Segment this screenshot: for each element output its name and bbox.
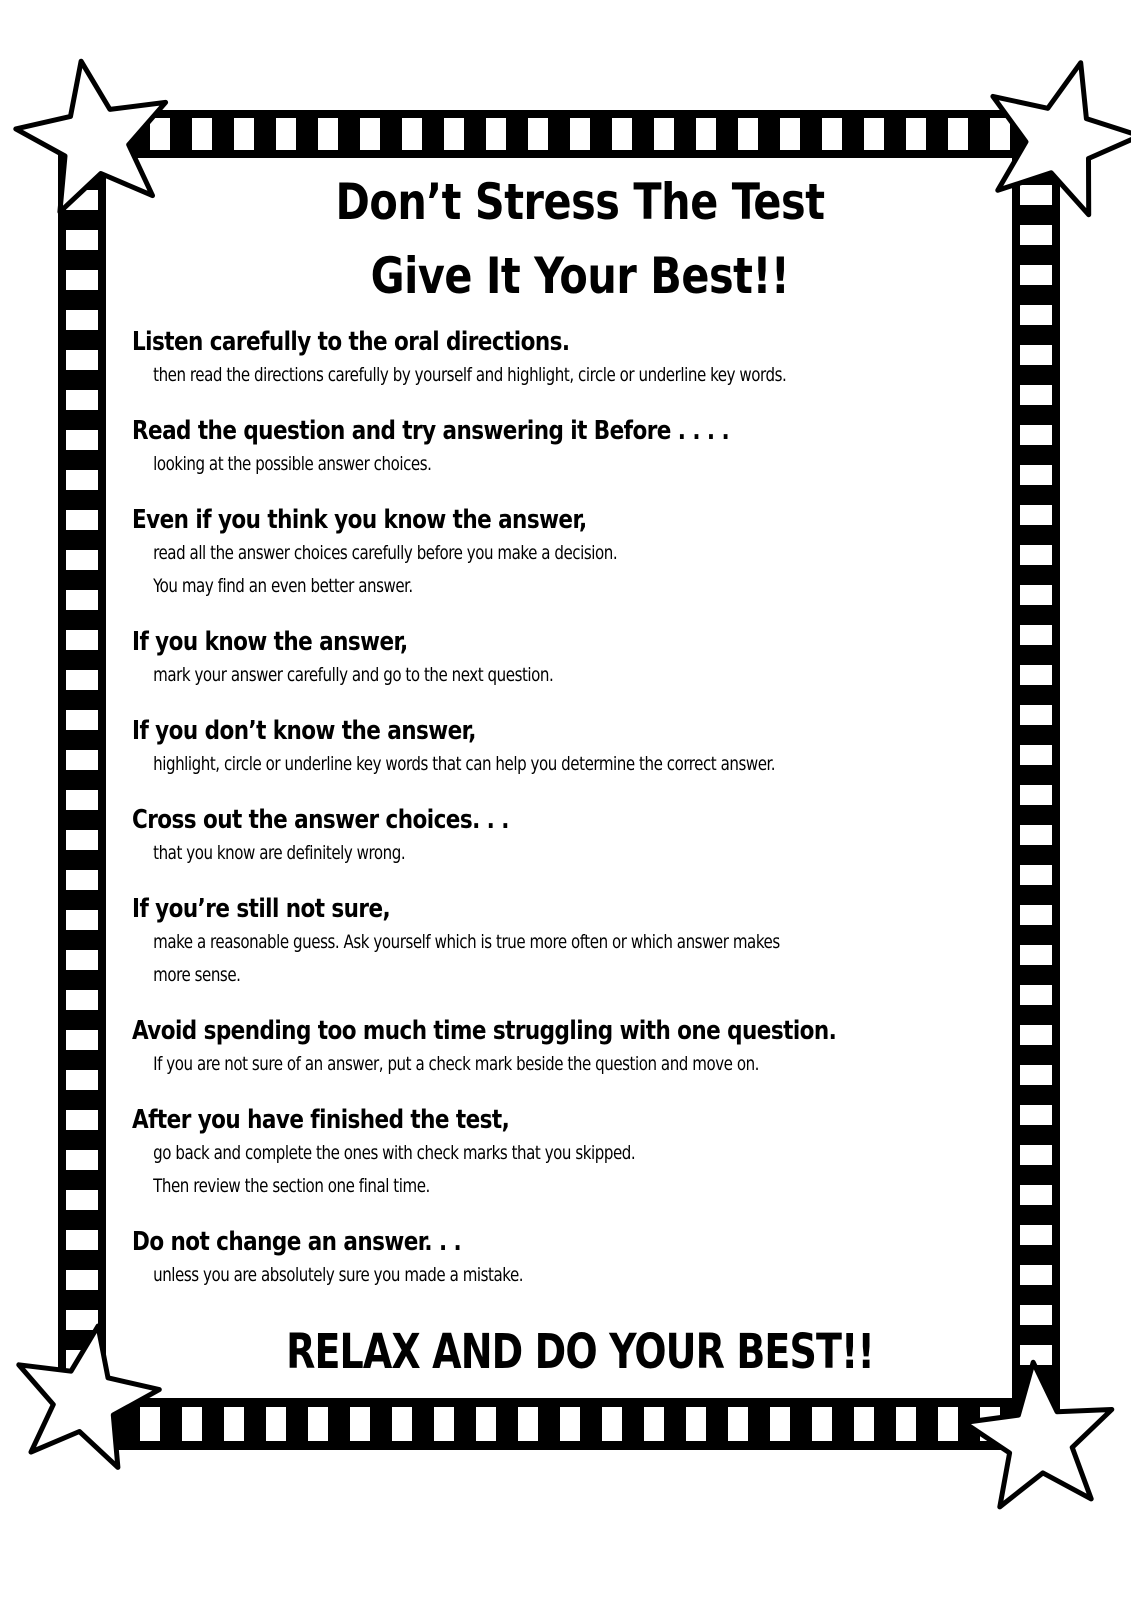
tip-item [120, 892, 1040, 992]
border-block [66, 1310, 98, 1330]
tip-detail: that you know are definitely wrong. [153, 842, 406, 864]
border-block [140, 1407, 160, 1441]
tip-detail: You may find an even better answer. [153, 575, 413, 597]
tip-detail: more sense. [153, 964, 241, 986]
tip-heading: Listen carefully to the oral directions. [132, 327, 570, 357]
tip-detail: Then review the section one final time. [153, 1175, 430, 1197]
closing-message: RELAX AND DO YOUR BEST!! [286, 1324, 874, 1380]
border-block [560, 1407, 580, 1441]
border-block [66, 950, 98, 970]
tip-item [120, 325, 1040, 392]
border-block [234, 118, 254, 150]
border-block [444, 118, 464, 150]
border-block [728, 1407, 748, 1441]
border-block [654, 118, 674, 150]
title-line-1: Don’t Stress The Test [335, 173, 825, 231]
border-block [486, 118, 506, 150]
border-block [66, 230, 98, 250]
border-block [738, 118, 758, 150]
border-block [66, 910, 98, 930]
tip-detail: read all the answer choices carefully before you make a decision. [153, 542, 618, 564]
border-block [66, 870, 98, 890]
tip-heading: Even if you think you know the answer, [132, 505, 587, 535]
border-block [266, 1407, 286, 1441]
border-block [780, 118, 800, 150]
tip-detail: looking at the possible answer choices. [153, 453, 432, 475]
border-block [66, 1030, 98, 1050]
border-block [66, 1190, 98, 1210]
tip-item [120, 1014, 1040, 1081]
border-block [822, 118, 842, 150]
tip-heading: Cross out the answer choices. . . [132, 805, 509, 835]
border-block [66, 350, 98, 370]
border-block [938, 1407, 958, 1441]
tip-item [120, 503, 1040, 603]
border-block [66, 590, 98, 610]
border-block [528, 118, 548, 150]
border-block [864, 118, 884, 150]
tip-heading: If you don’t know the answer, [132, 716, 476, 746]
border-block [66, 470, 98, 490]
tip-item [120, 414, 1040, 481]
border-block [392, 1407, 412, 1441]
tip-detail: then read the directions carefully by yourself and highlight, circle or underline key words. [153, 364, 787, 386]
border-block [66, 430, 98, 450]
border-block [276, 118, 296, 150]
border-block [686, 1407, 706, 1441]
tip-item [120, 803, 1040, 870]
tip-detail: unless you are absolutely sure you made a mistake. [153, 1264, 524, 1286]
tip-detail: go back and complete the ones with check marks that you skipped. [153, 1142, 636, 1164]
border-block [182, 1407, 202, 1441]
tips-list [120, 325, 1040, 1292]
border-block [150, 118, 170, 150]
poster-content [120, 160, 1040, 1382]
border-block [66, 750, 98, 770]
tip-detail: mark your answer carefully and go to the next question. [153, 664, 554, 686]
border-block [66, 990, 98, 1010]
border-block [350, 1407, 370, 1441]
border-block [906, 118, 926, 150]
border-block [696, 118, 716, 150]
border-block [66, 670, 98, 690]
border-block [812, 1407, 832, 1441]
tip-item [120, 1225, 1040, 1292]
border-block [224, 1407, 244, 1441]
border-block [66, 1230, 98, 1250]
border-block [66, 390, 98, 410]
tip-detail: highlight, circle or underline key words that can help you determine the correct answer. [153, 753, 776, 775]
border-block [192, 118, 212, 150]
border-block [612, 118, 632, 150]
border-block [434, 1407, 454, 1441]
border-block [66, 1110, 98, 1130]
border-block [66, 270, 98, 290]
border-block [476, 1407, 496, 1441]
border-block [990, 118, 1010, 150]
tip-item [120, 1103, 1040, 1203]
tip-item [120, 625, 1040, 692]
border-block [402, 118, 422, 150]
border-block [770, 1407, 790, 1441]
border-block [360, 118, 380, 150]
star-icon [964, 1362, 1112, 1507]
border-block [854, 1407, 874, 1441]
border-block [518, 1407, 538, 1441]
border-block [570, 118, 590, 150]
border-block [66, 1150, 98, 1170]
border-block [66, 510, 98, 530]
tip-detail: make a reasonable guess. Ask yourself which is true more often or which answer makes [153, 931, 780, 953]
border-block [66, 1070, 98, 1090]
border-block [948, 118, 968, 150]
tip-heading: If you know the answer, [132, 627, 408, 657]
border-block [66, 550, 98, 570]
border-block [66, 710, 98, 730]
border-block [602, 1407, 622, 1441]
tip-heading: If you’re still not sure, [132, 894, 391, 924]
border-block [308, 1407, 328, 1441]
border-block [66, 1270, 98, 1290]
border-block [66, 630, 98, 650]
border-block [66, 790, 98, 810]
title-line-2: Give It Your Best!! [370, 247, 790, 305]
border-block [66, 310, 98, 330]
tip-heading: After you have finished the test, [132, 1105, 510, 1135]
tip-heading: Read the question and try answering it Before . . . . [132, 416, 730, 446]
tip-heading: Do not change an answer. . . [132, 1227, 462, 1257]
border-block [318, 118, 338, 150]
border-block [66, 830, 98, 850]
tip-detail: If you are not sure of an answer, put a check mark beside the question and move on. [153, 1053, 760, 1075]
tip-item [120, 714, 1040, 781]
border-block [896, 1407, 916, 1441]
border-block [644, 1407, 664, 1441]
tip-heading: Avoid spending too much time struggling with one question. [132, 1016, 837, 1046]
